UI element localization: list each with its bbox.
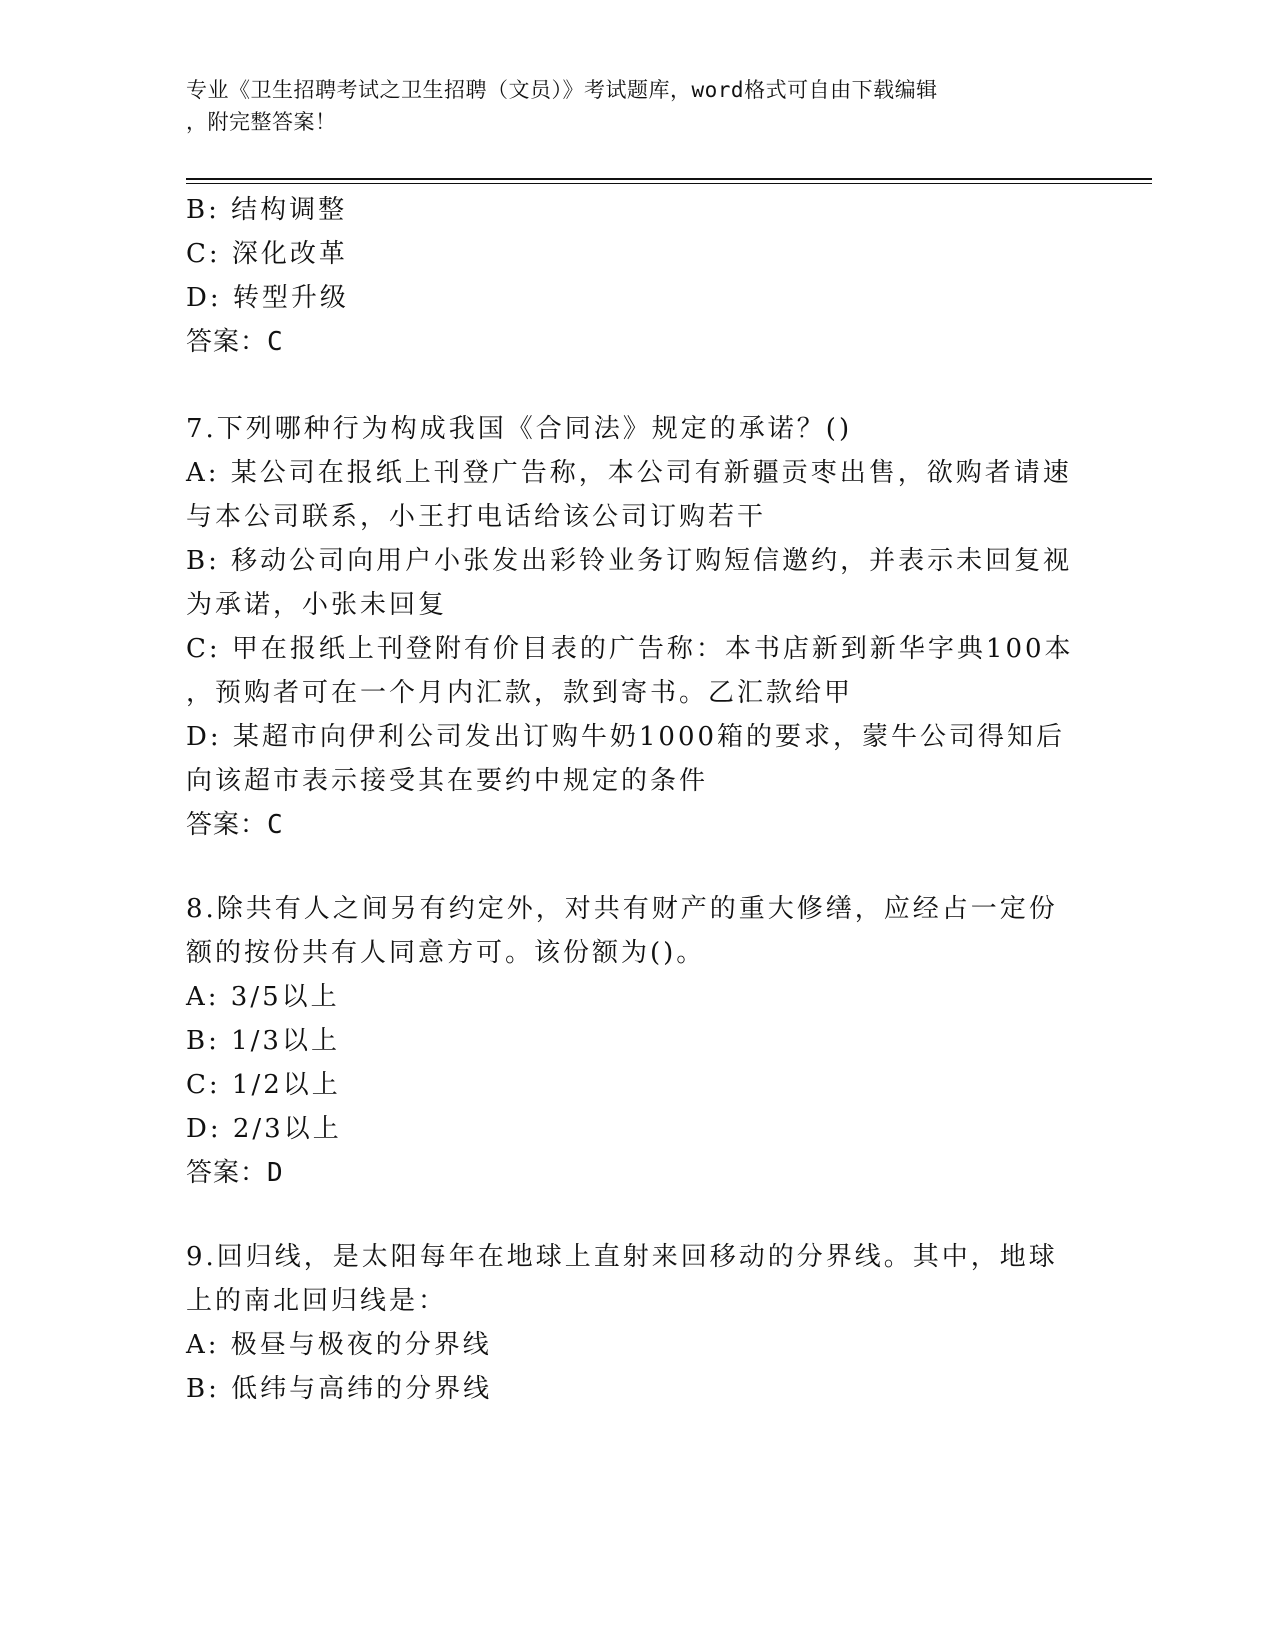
q8-option-d: D: 2/3以上 bbox=[186, 1114, 342, 1144]
q9-stem-line-2: 上的南北回归线是： bbox=[186, 1286, 448, 1316]
q7-option-c-line-1: C: 甲在报纸上刊登附有价目表的广告称：本书店新到新华字典100本 bbox=[186, 634, 1074, 664]
q7-option-c-line-2: ，预购者可在一个月内汇款，款到寄书。乙汇款给甲 bbox=[186, 678, 854, 708]
header-divider-thin bbox=[186, 183, 1152, 184]
q7-option-a-line-1: A: 某公司在报纸上刊登广告称，本公司有新疆贡枣出售，欲购者请速 bbox=[186, 458, 1072, 488]
q7-option-a-line-2: 与本公司联系，小王打电话给该公司订购若干 bbox=[186, 502, 767, 532]
document-header bbox=[186, 74, 1086, 138]
q8-option-a: A: 3/5以上 bbox=[186, 982, 340, 1012]
q7-option-d-line-1: D: 某超市向伊利公司发出订购牛奶1000箱的要求，蒙牛公司得知后 bbox=[186, 722, 1066, 752]
q7-option-b-line-2: 为承诺，小张未回复 bbox=[186, 590, 448, 620]
q8-answer: 答案：D bbox=[186, 1158, 284, 1188]
q9-option-a: A: 极昼与极夜的分界线 bbox=[186, 1330, 492, 1360]
q7-stem: 7.下列哪种行为构成我国《合同法》规定的承诺？() bbox=[186, 414, 853, 444]
q7-option-d-line-2: 向该超市表示接受其在要约中规定的条件 bbox=[186, 766, 709, 796]
q9-stem-line-1: 9.回归线，是太阳每年在地球上直射来回移动的分界线。其中，地球 bbox=[186, 1242, 1058, 1272]
header-line-2: ，附完整答案！ bbox=[186, 110, 337, 134]
q6-option-b: B: 结构调整 bbox=[186, 195, 348, 225]
q8-option-b: B: 1/3以上 bbox=[186, 1026, 340, 1056]
q9-option-b: B: 低纬与高纬的分界线 bbox=[186, 1374, 493, 1404]
q8-stem-line-2: 额的按份共有人同意方可。该份额为()。 bbox=[186, 938, 706, 968]
q6-answer: 答案：C bbox=[186, 327, 284, 357]
q8-stem-line-1: 8.除共有人之间另有约定外，对共有财产的重大修缮，应经占一定份 bbox=[186, 894, 1058, 924]
header-divider-thick bbox=[186, 178, 1152, 180]
header-line-1: 专业《卫生招聘考试之卫生招聘（文员）》考试题库，word格式可自由下载编辑 bbox=[186, 78, 938, 102]
q6-option-d: D: 转型升级 bbox=[186, 283, 349, 313]
q7-option-b-line-1: B: 移动公司向用户小张发出彩铃业务订购短信邀约，并表示未回复视 bbox=[186, 546, 1073, 576]
q8-option-c: C: 1/2以上 bbox=[186, 1070, 341, 1100]
q7-answer: 答案：C bbox=[186, 810, 284, 840]
q6-option-c: C: 深化改革 bbox=[186, 239, 348, 269]
